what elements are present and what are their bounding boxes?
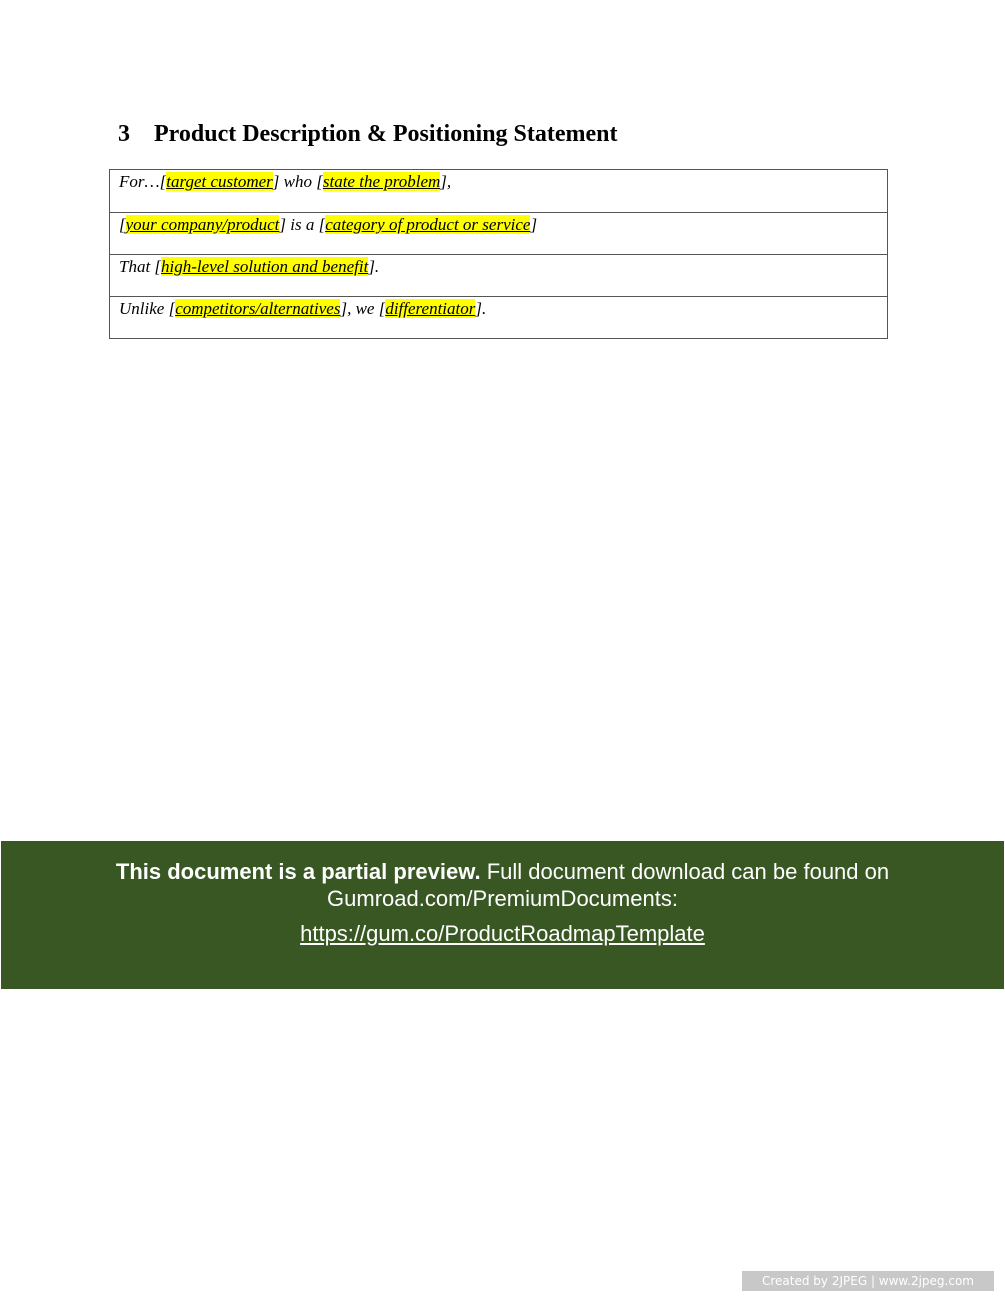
section-number: 3 xyxy=(118,121,130,147)
placeholder-field: your company/product xyxy=(125,215,280,234)
statement-text: That [ xyxy=(119,257,162,276)
placeholder-field: state the problem xyxy=(322,172,441,191)
statement-text: [ xyxy=(119,215,126,234)
preview-banner xyxy=(1,841,1004,989)
statement-cell xyxy=(110,170,888,213)
banner-text-2: Gumroad.com/PremiumDocuments: xyxy=(327,886,678,911)
section-title: Product Description & Positioning Statement xyxy=(154,121,618,147)
placeholder-field: target customer xyxy=(166,172,273,191)
statement-cell xyxy=(110,255,888,297)
statement-cell xyxy=(110,297,888,339)
statement-row xyxy=(110,213,888,255)
section-heading xyxy=(118,118,618,150)
statement-text: ] who [ xyxy=(272,172,323,191)
placeholder-field: competitors/alternatives xyxy=(175,299,341,318)
download-link[interactable]: https://gum.co/ProductRoadmapTemplate xyxy=(300,921,705,946)
watermark: Created by 2JPEG | www.2jpeg.com xyxy=(742,1271,994,1291)
placeholder-field: high-level solution and benefit xyxy=(161,257,369,276)
placeholder-field: category of product or service xyxy=(325,215,531,234)
statement-text: Unlike [ xyxy=(119,299,176,318)
statement-cell xyxy=(110,213,888,255)
statement-text: ] is a [ xyxy=(279,215,326,234)
statement-text: ] xyxy=(530,215,538,234)
statement-text: ]. xyxy=(475,299,487,318)
banner-text: Full document download can be found on xyxy=(480,859,890,884)
statement-row xyxy=(110,297,888,339)
statement-text: ]. xyxy=(368,257,380,276)
statement-text: ], xyxy=(440,172,452,191)
placeholder-field: differentiator xyxy=(385,299,476,318)
positioning-statement-table xyxy=(109,169,888,339)
banner-message xyxy=(1,858,1004,885)
statement-text: ], we [ xyxy=(340,299,386,318)
banner-bold-text: This document is a partial preview. xyxy=(115,859,481,884)
statement-text: For…[ xyxy=(119,172,167,191)
statement-row xyxy=(110,255,888,297)
statement-row xyxy=(110,170,888,213)
